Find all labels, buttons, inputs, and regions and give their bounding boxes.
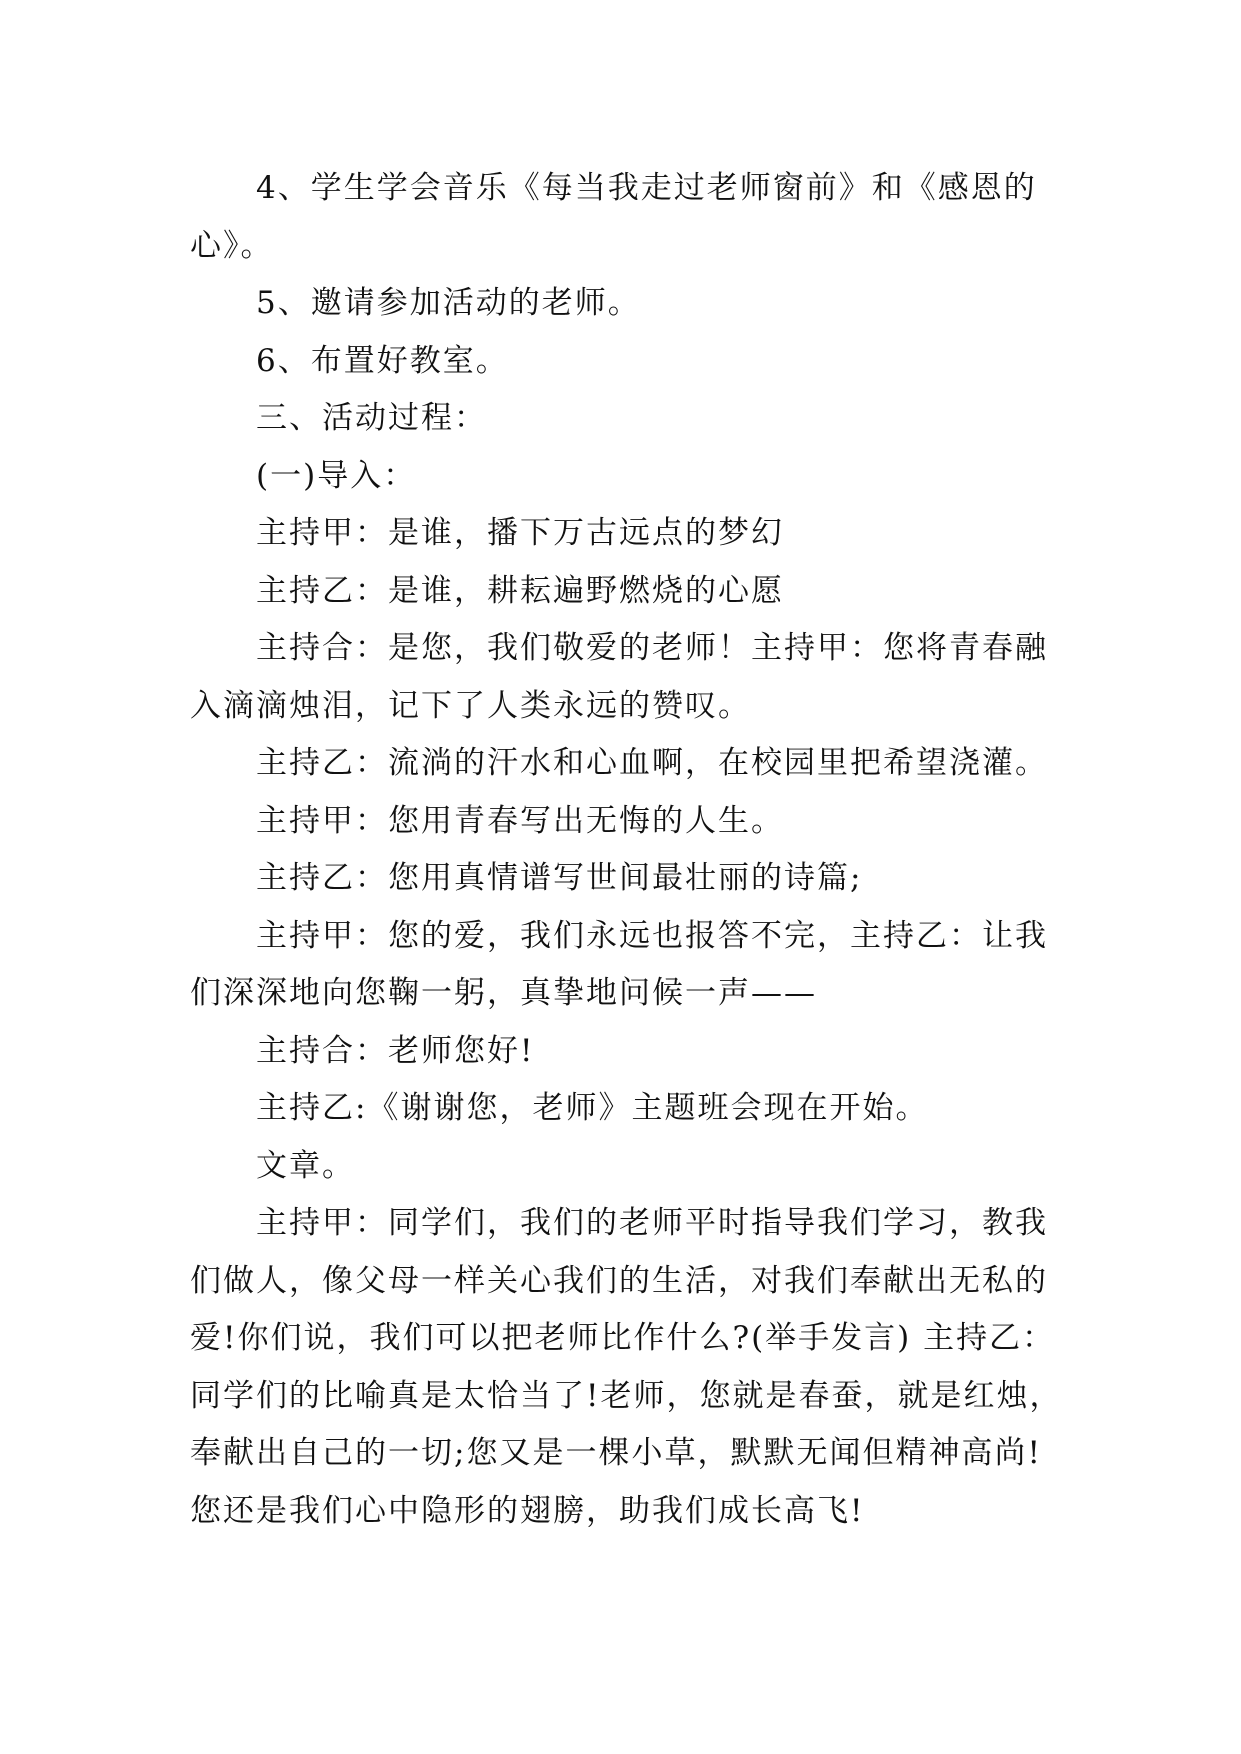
paragraph-line: 6、布置好教室。 <box>256 342 509 379</box>
paragraph-line: 主持乙:《谢谢您，老师》主题班会现在开始。 <box>256 1090 929 1126</box>
paragraph-line: 主持甲：同学们，我们的老师平时指导我们学习，教我 <box>256 1205 1048 1241</box>
paragraph-line: 文章。 <box>256 1147 355 1184</box>
paragraph-line: 爱!你们说，我们可以把老师比作什么?(举手发言) 主持乙： <box>190 1320 1056 1356</box>
paragraph-line: 们做人，像父母一样关心我们的生活，对我们奉献出无私的 <box>190 1262 1048 1299</box>
paragraph-line: 5、邀请参加活动的老师。 <box>256 285 641 321</box>
paragraph-line: 主持甲：您用青春写出无悔的人生。 <box>256 802 784 839</box>
paragraph-line: 奉献出自己的一切;您又是一棵小草，默默无闻但精神高尚! <box>190 1435 1042 1471</box>
paragraph-line: 主持甲：您的爱，我们永远也报答不完，主持乙：让我 <box>256 917 1048 954</box>
paragraph-line: (一)导入： <box>256 457 417 494</box>
paragraph-line: 入滴滴烛泪，记下了人类永远的赞叹。 <box>190 687 751 724</box>
paragraph-line: 们深深地向您鞠一躬，真挚地问候一声—— <box>190 975 817 1011</box>
document-body <box>190 160 1070 1540</box>
paragraph-line: 主持合：是您，我们敬爱的老师！主持甲：您将青春融 <box>256 630 1048 666</box>
paragraph-line: 4、学生学会音乐《每当我走过老师窗前》和《感恩的 <box>256 170 1037 206</box>
paragraph-line: 同学们的比喻真是太恰当了!老师，您就是春蚕，就是红烛， <box>190 1377 1063 1414</box>
paragraph-line: 主持合：老师您好! <box>256 1032 535 1069</box>
paragraph-line: 心》。 <box>190 227 274 264</box>
paragraph-line: 三、活动过程： <box>256 400 487 436</box>
paragraph-line: 主持乙：流淌的汗水和心血啊，在校园里把希望浇灌。 <box>256 745 1048 781</box>
paragraph-line: 主持乙：您用真情谱写世间最壮丽的诗篇; <box>256 860 863 896</box>
paragraph-line: 您还是我们心中隐形的翅膀，助我们成长高飞! <box>190 1492 865 1529</box>
paragraph-line: 主持甲：是谁，播下万古远点的梦幻 <box>256 515 784 551</box>
paragraph-line: 主持乙：是谁，耕耘遍野燃烧的心愿 <box>256 572 784 609</box>
